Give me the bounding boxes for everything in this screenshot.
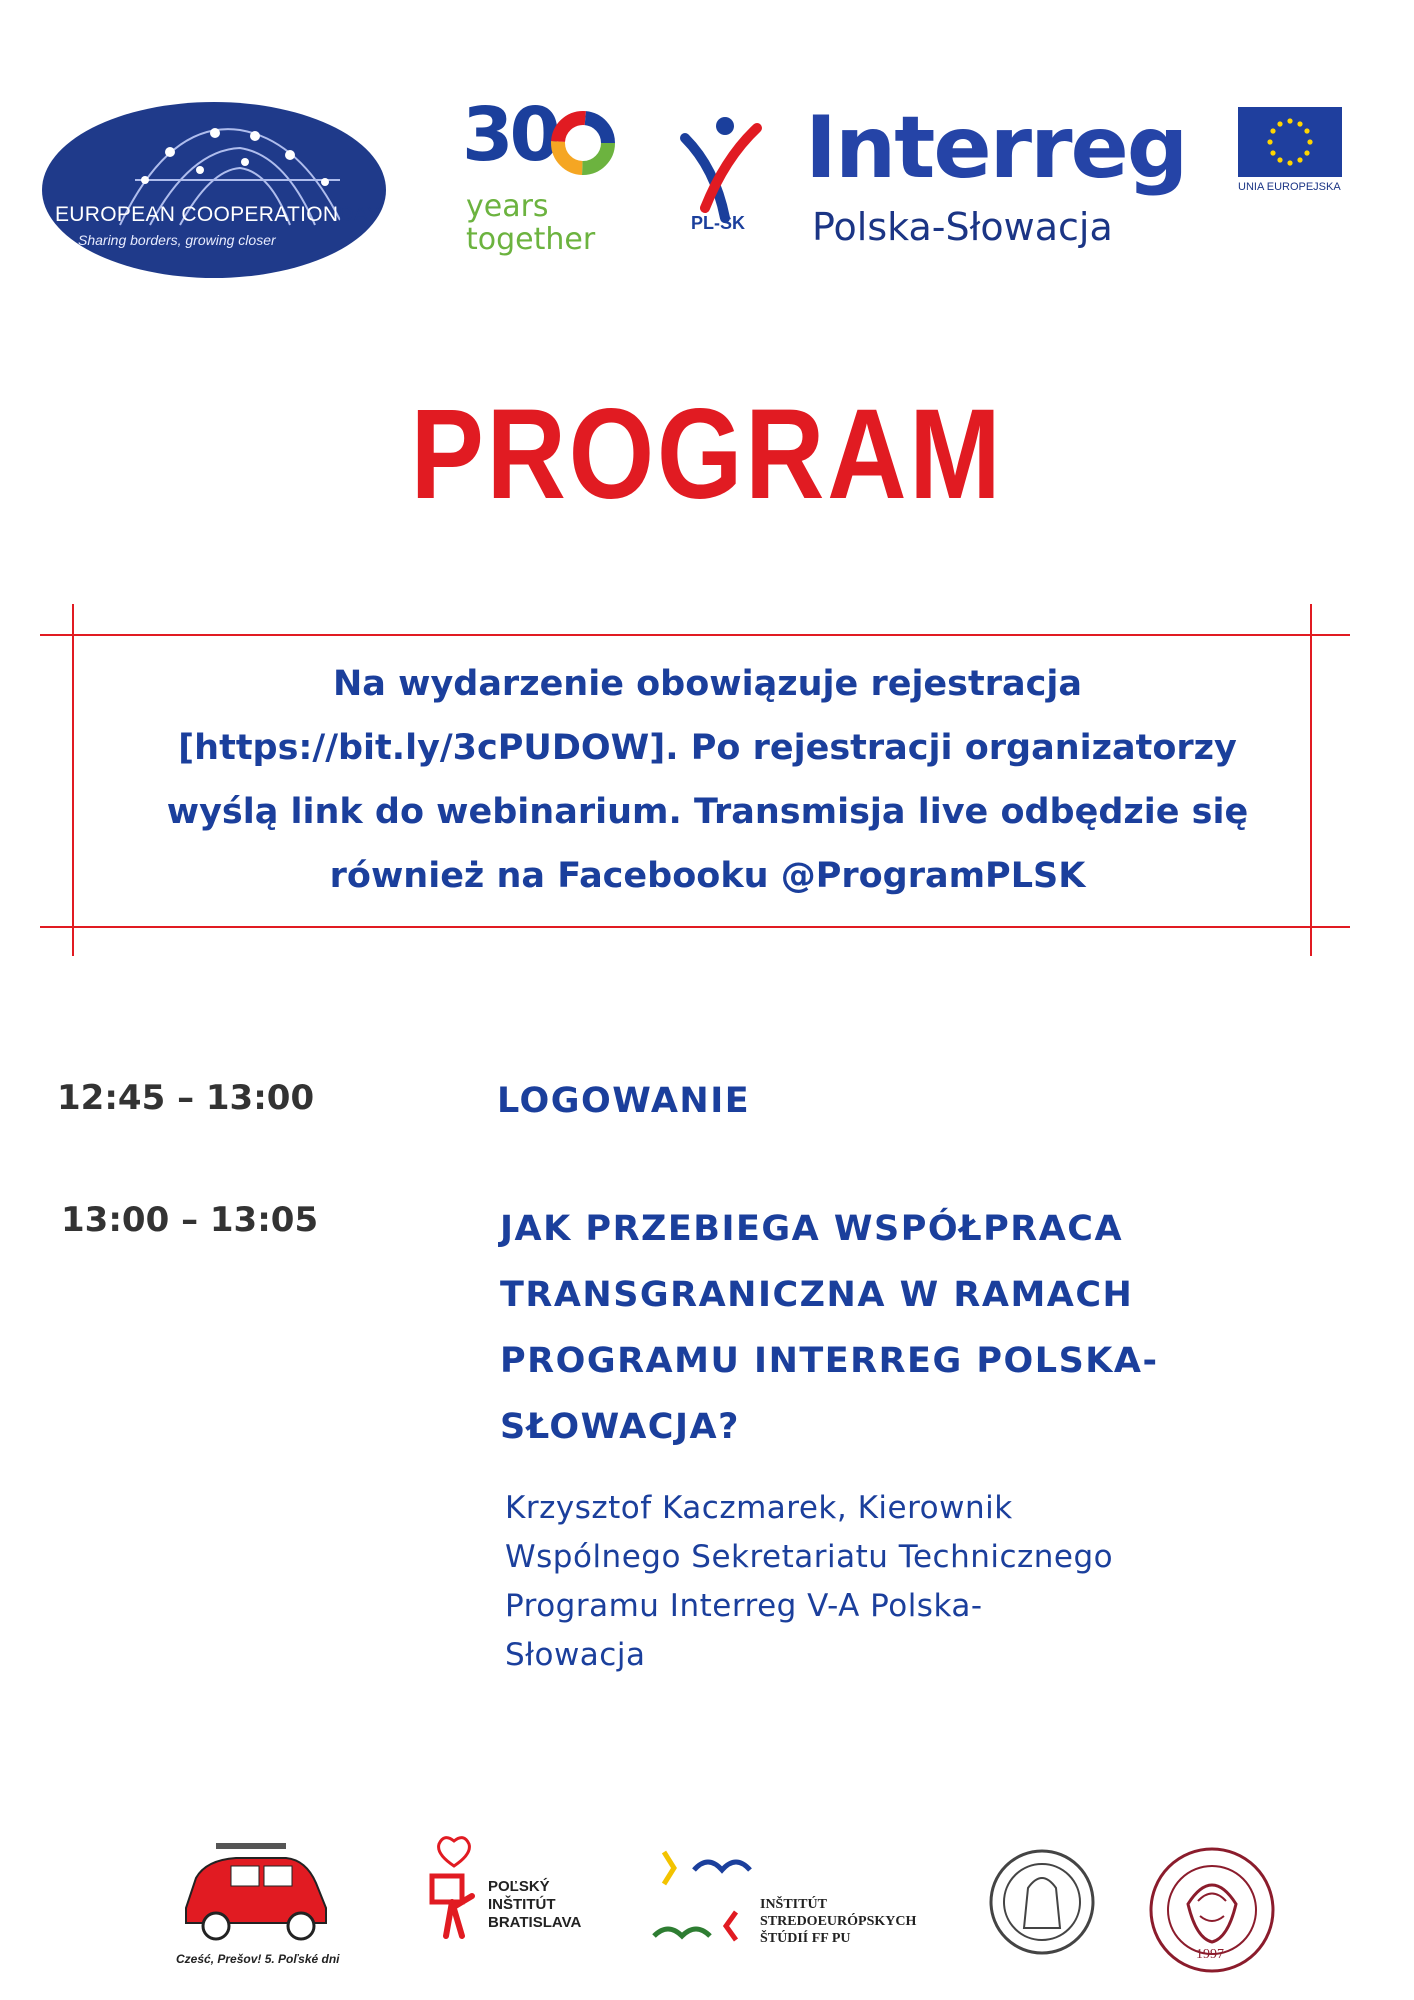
thirty-years-line1: years xyxy=(466,189,549,224)
polish-institute-line: INŠTITÚT xyxy=(488,1896,556,1913)
thirty-years-number: 30 xyxy=(462,92,557,178)
speaker-line: Krzysztof Kaczmarek, Kierownik xyxy=(505,1490,1013,1526)
ecd-title-day: DAY xyxy=(338,203,381,226)
isfe-line: STREDOEURÓPSKYCH xyxy=(760,1914,917,1929)
registration-line: [https://bit.ly/3cPUDOW]. Po rejestracji organizatorzy xyxy=(178,728,1237,768)
isfe-line: INŠTITÚT xyxy=(760,1897,827,1912)
thirty-years-ring-icon xyxy=(548,108,618,178)
presov-days-caption: Cześć, Prešov! 5. Poľské dni xyxy=(176,1952,340,1966)
schedule-time: 12:45 – 13:00 xyxy=(57,1078,315,1118)
university-seal-year: 1997 xyxy=(1196,1947,1224,1962)
schedule-title-line: SŁOWACJA? xyxy=(500,1407,740,1447)
isfe-line: ŠTÚDIÍ FF PU xyxy=(760,1931,851,1946)
schedule-time: 13:00 – 13:05 xyxy=(61,1200,319,1240)
polish-institute-name xyxy=(488,1878,581,1932)
polish-institute-line: POĽSKÝ xyxy=(488,1878,550,1895)
box-left-line xyxy=(72,604,74,956)
isfe-logo-icon xyxy=(650,1848,760,1948)
plsk-label: PL-SK xyxy=(691,213,745,233)
speaker-line: Programu Interreg V-A Polska- xyxy=(505,1588,983,1624)
interreg-logo-text: Interreg xyxy=(805,98,1187,198)
box-top-line xyxy=(40,634,1350,636)
eu-flag-icon xyxy=(1238,107,1342,177)
box-bottom-line xyxy=(40,926,1350,928)
speaker-info xyxy=(505,1484,1305,1680)
registration-line: również na Facebooku @ProgramPLSK xyxy=(329,856,1086,896)
faculty-seal-icon xyxy=(988,1848,1096,1956)
registration-notice xyxy=(95,652,1320,908)
registration-line: Na wydarzenie obowiązuje rejestracja xyxy=(333,664,1082,704)
polish-institute-figure-icon xyxy=(424,1836,484,1946)
ecd-tagline: Sharing borders, growing closer xyxy=(78,232,276,248)
ecd-title-main: EUROPEAN COOPERATION xyxy=(55,203,339,226)
thirty-years-caption xyxy=(466,190,595,256)
speaker-line: Słowacja xyxy=(505,1637,646,1673)
speaker-line: Wspólnego Sekretariatu Technicznego xyxy=(505,1539,1114,1575)
isfe-name xyxy=(760,1896,916,1947)
ecd-title xyxy=(55,203,381,227)
presov-days-car-logo xyxy=(176,1838,346,1948)
schedule-title-line: JAK PRZEBIEGA WSPÓŁPRACA xyxy=(500,1209,1124,1249)
interreg-program-name: Polska-Słowacja xyxy=(812,205,1113,249)
eu-label: UNIA EUROPEJSKA xyxy=(1238,181,1341,193)
polish-institute-line: BRATISLAVA xyxy=(488,1914,582,1931)
page-title: PROGRAM xyxy=(410,383,1004,526)
european-cooperation-day-logo xyxy=(40,100,388,280)
thirty-years-line2: together xyxy=(466,222,596,257)
schedule-title-line: PROGRAMU INTERREG POLSKA- xyxy=(500,1341,1159,1381)
schedule-title xyxy=(500,1196,1300,1460)
registration-line: wyślą link do webinarium. Transmisja live odbędzie się xyxy=(166,792,1249,832)
schedule-title-line: TRANSGRANICZNA W RAMACH xyxy=(500,1275,1134,1315)
schedule-title: LOGOWANIE xyxy=(497,1081,751,1121)
